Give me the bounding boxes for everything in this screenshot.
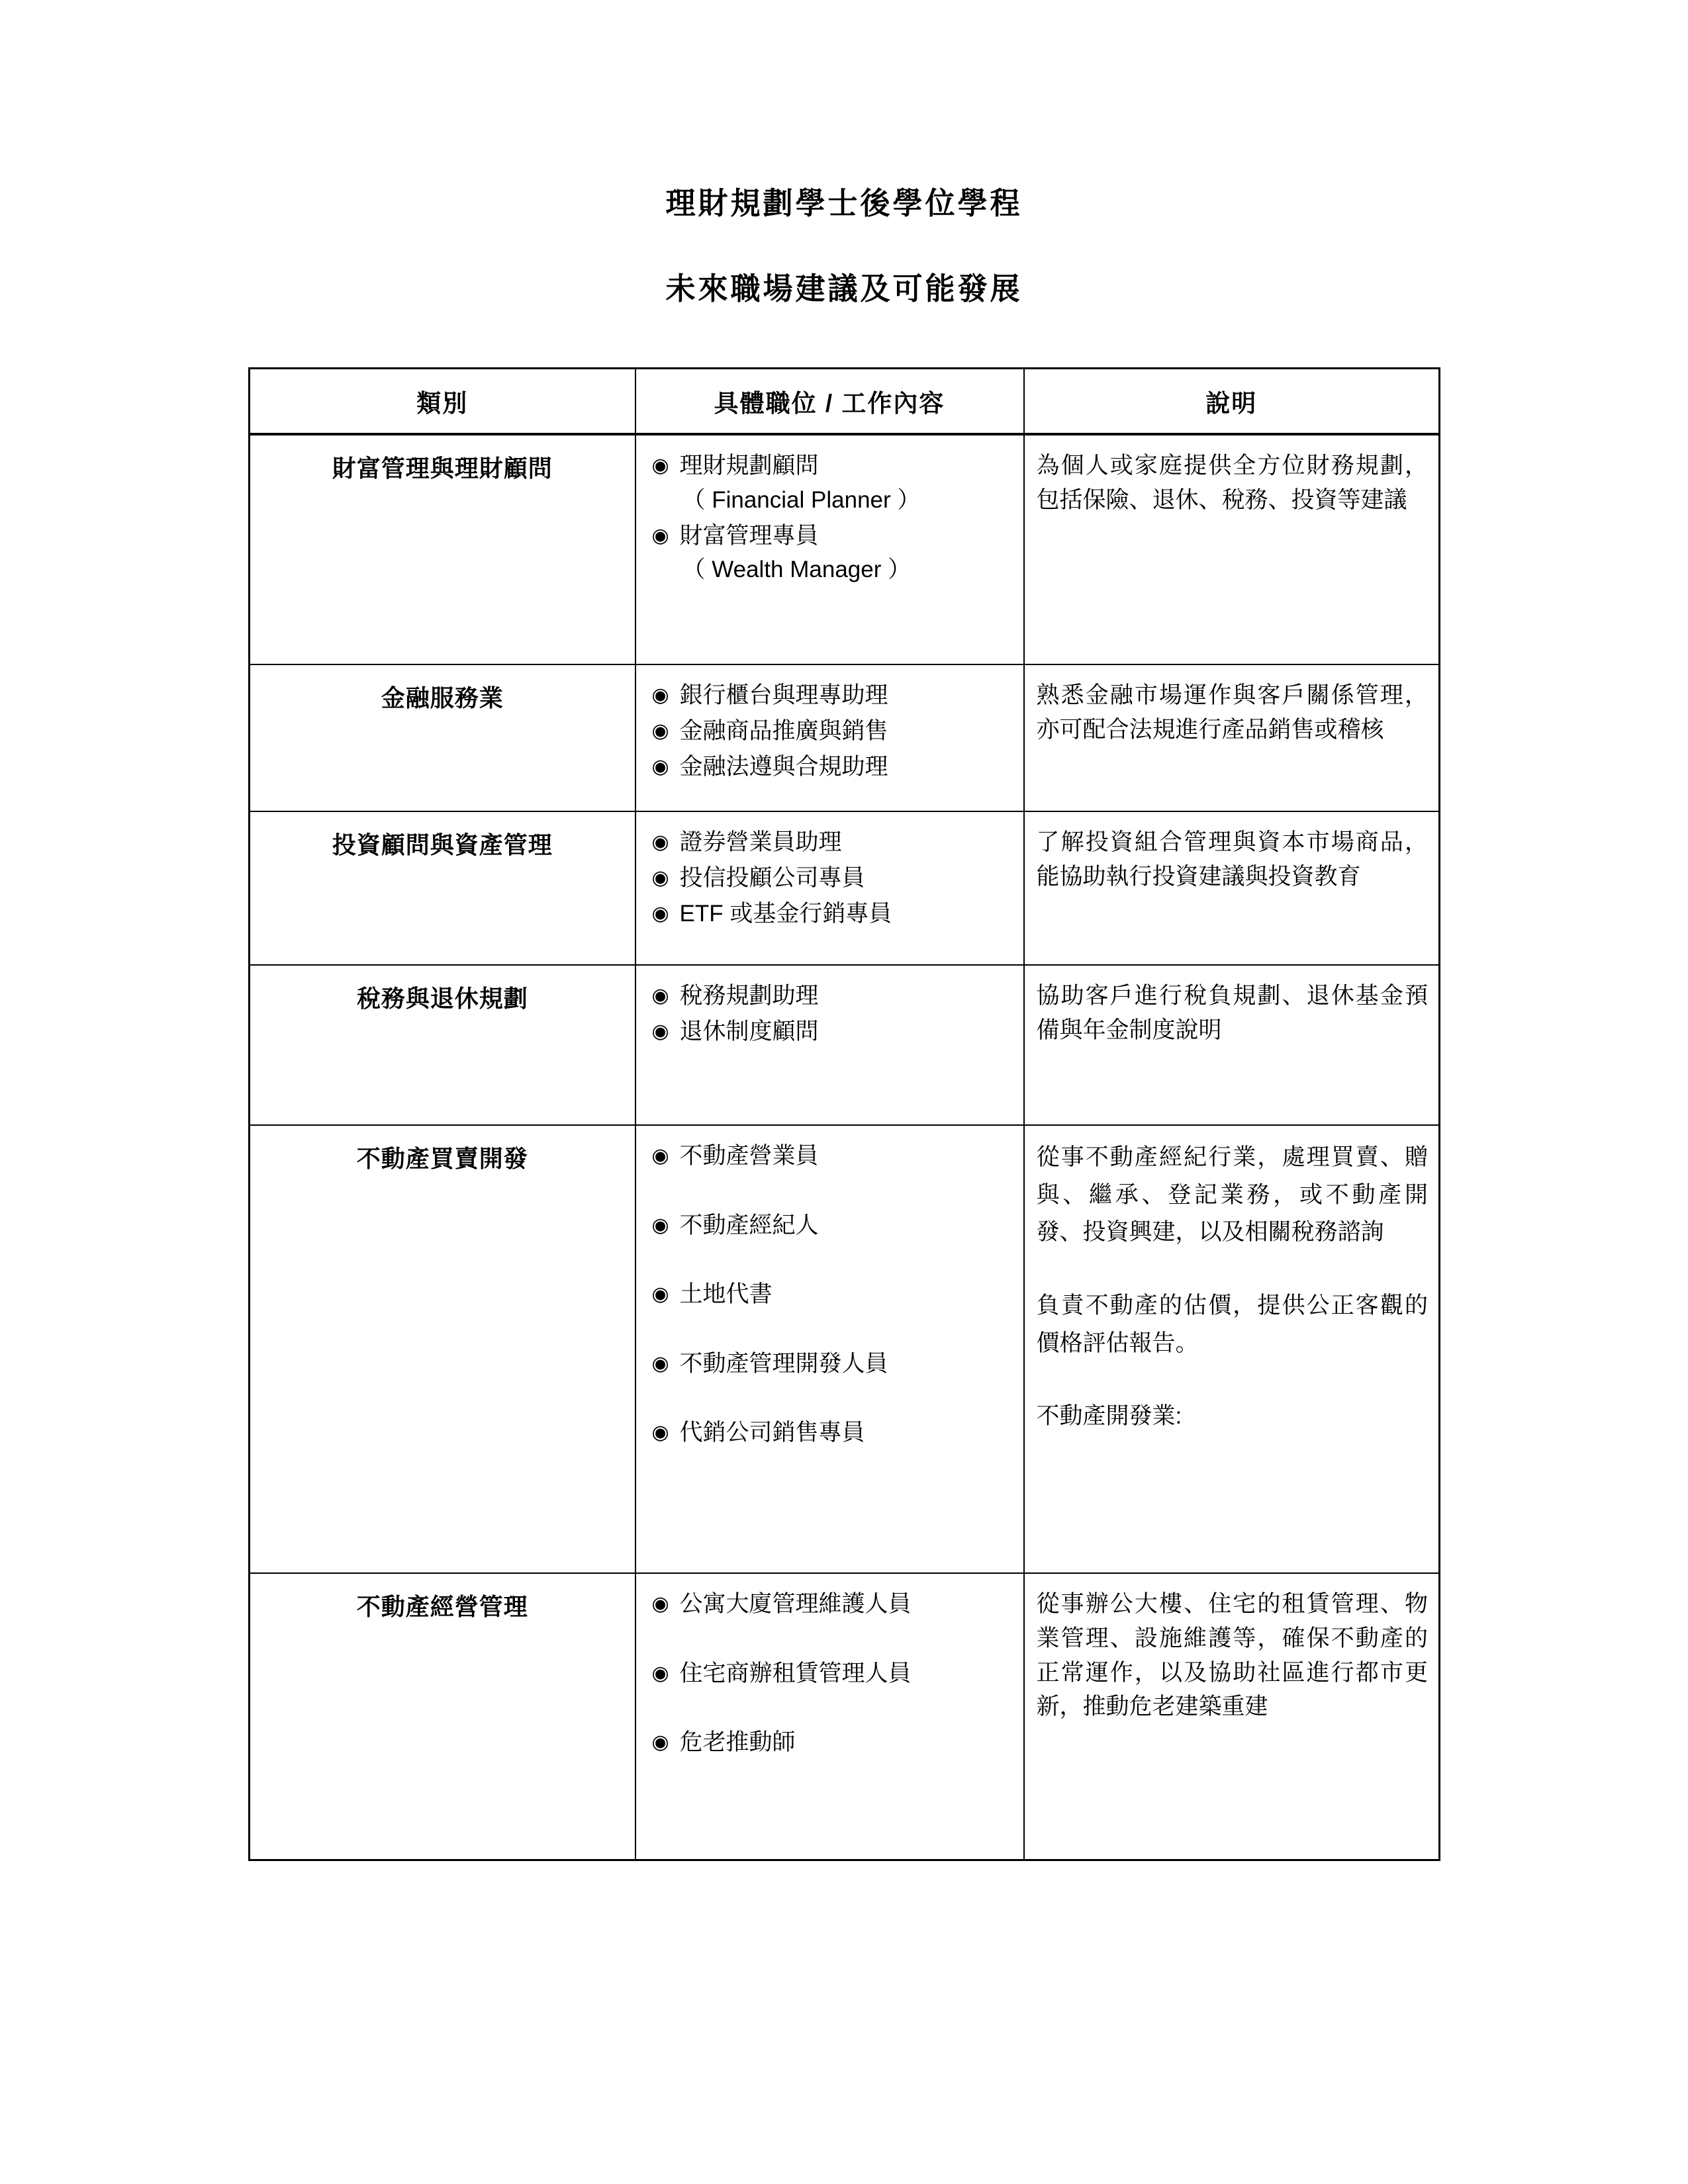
position-name: 住宅商辦租賃管理人員: [679, 1660, 912, 1686]
page-subtitle: 未來職場建議及可能發展: [665, 272, 1023, 306]
description-paragraph: 了解投資組合管理與資本市場商品，能協助執行投資建議與投資教育: [1036, 829, 1428, 889]
positions-list: [652, 449, 1014, 587]
column-header-category: [250, 369, 635, 435]
fisheye-bullet-icon: ◉: [651, 1214, 669, 1236]
position-name: 代銷公司銷售專員: [679, 1420, 865, 1445]
positions-list: [652, 979, 1014, 1049]
description-block: [1025, 812, 1439, 906]
positions-list-wrap: [636, 966, 1023, 1062]
list-item: [652, 1587, 1014, 1622]
cell-description: [1024, 434, 1440, 664]
cell-positions: [635, 965, 1024, 1125]
column-header-positions: [635, 369, 1024, 435]
list-item: [652, 1015, 1014, 1049]
position-name: 危老推動師: [679, 1729, 796, 1755]
positions-list-wrap: [636, 1126, 1023, 1463]
table-row: [250, 811, 1440, 965]
fisheye-bullet-icon: ◉: [651, 1283, 669, 1305]
fisheye-bullet-icon: ◉: [651, 455, 669, 477]
cell-positions: [635, 434, 1024, 664]
list-item: [652, 861, 1014, 895]
positions-list-wrap: [636, 435, 1023, 600]
position-name: 退休制度顧問: [679, 1018, 819, 1044]
cell-category: [250, 965, 635, 1125]
list-item: [652, 825, 1014, 860]
cell-description: [1024, 1125, 1440, 1573]
cell-category: [250, 664, 635, 811]
position-name: 不動產經紀人: [679, 1212, 819, 1238]
positions-list-wrap: [636, 1574, 1023, 1772]
position-name: 財富管理專員: [679, 522, 819, 549]
description-paragraph: 從事不動產經紀行業，處理買賣、贈與、繼承、登記業務，或不動產開發、投資興建，以及相關稅務諮詢: [1036, 1144, 1428, 1246]
category-label: 財富管理與理財顧問: [332, 455, 553, 482]
fisheye-bullet-icon: ◉: [651, 1145, 669, 1167]
description-paragraph: 從事辦公大樓、住宅的租賃管理、物業管理、設施維護等，確保不動產的正常運作，以及協助社區進行都市更新，推動危老建築重建: [1036, 1591, 1428, 1720]
list-item: [652, 449, 1014, 518]
description-paragraph: 熟悉金融市場運作與客戶關係管理，亦可配合法規進行產品銷售或稽核: [1036, 682, 1428, 743]
list-item: [652, 678, 1014, 713]
list-item: [652, 1208, 1014, 1244]
cell-category: [250, 811, 635, 965]
category-label: 金融服務業: [381, 684, 504, 711]
table-header-row: [250, 369, 1440, 435]
positions-list-wrap: [636, 665, 1023, 797]
fisheye-bullet-icon: ◉: [651, 902, 669, 925]
position-name: 理財規劃顧問: [679, 453, 819, 478]
cell-category: [250, 1125, 635, 1573]
positions-list: [652, 1587, 1014, 1760]
description-block: [1025, 1574, 1439, 1736]
fisheye-bullet-icon: ◉: [651, 985, 669, 1007]
positions-list: [652, 1139, 1014, 1451]
position-name: 不動產營業員: [679, 1143, 819, 1169]
cell-positions: [635, 1573, 1024, 1860]
fisheye-bullet-icon: ◉: [651, 1662, 669, 1684]
fisheye-bullet-icon: ◉: [651, 1593, 669, 1615]
list-item: [652, 897, 1014, 931]
positions-list: [652, 678, 1014, 784]
list-item: [652, 750, 1014, 784]
category-label: 不動產買賣開發: [356, 1145, 528, 1172]
column-header-description: [1024, 369, 1440, 435]
description-block: [1025, 665, 1439, 759]
fisheye-bullet-icon: ◉: [651, 719, 669, 742]
fisheye-bullet-icon: ◉: [651, 831, 669, 853]
position-name: ETF 或基金行銷專員: [679, 900, 892, 927]
table-row: [250, 434, 1440, 664]
table-row: [250, 664, 1440, 811]
description-block: [1025, 1126, 1439, 1447]
list-item: [652, 1657, 1014, 1692]
position-name: 銀行櫃台與理專助理: [679, 682, 888, 708]
description-paragraph: 協助客戶進行稅負規劃、退休基金預備與年金制度說明: [1036, 983, 1428, 1043]
list-item: [652, 979, 1014, 1013]
category-label: 不動產經營管理: [356, 1593, 528, 1620]
position-name: 土地代書: [679, 1281, 773, 1307]
list-item: [652, 1725, 1014, 1760]
position-name: 投信投顧公司專員: [679, 864, 865, 891]
cell-category: [250, 434, 635, 664]
fisheye-bullet-icon: ◉: [651, 1731, 669, 1753]
positions-list: [652, 825, 1014, 931]
document-header: [0, 185, 1688, 307]
position-name: 金融法遵與合規助理: [679, 753, 888, 780]
fisheye-bullet-icon: ◉: [651, 1020, 669, 1042]
position-name: 金融商品推廣與銷售: [679, 717, 888, 744]
cell-positions: [635, 1125, 1024, 1573]
list-item: [652, 1416, 1014, 1451]
fisheye-bullet-icon: ◉: [651, 1352, 669, 1375]
fisheye-bullet-icon: ◉: [651, 1422, 669, 1443]
cell-description: [1024, 811, 1440, 965]
list-item: [652, 1347, 1014, 1382]
position-name: 公寓大廈管理維護人員: [679, 1591, 912, 1617]
position-english-name: （ Wealth Manager ）: [682, 557, 912, 583]
fisheye-bullet-icon: ◉: [651, 866, 669, 889]
description-block: [1025, 435, 1439, 529]
column-header-description-label: 說明: [1205, 390, 1258, 417]
table-row: [250, 965, 1440, 1125]
cell-category: [250, 1573, 635, 1860]
position-name: 證券營業員助理: [679, 829, 842, 855]
cell-description: [1024, 664, 1440, 811]
description-paragraph: 不動產開發業:: [1036, 1403, 1182, 1430]
position-name: 不動產管理開發人員: [679, 1350, 888, 1377]
description-paragraph: 為個人或家庭提供全方位財務規劃，包括保險、退休、稅務、投資等建議: [1036, 453, 1428, 513]
table-row: [250, 1125, 1440, 1573]
career-table: [248, 367, 1440, 1861]
page-title: 理財規劃學士後學位學程: [665, 187, 1023, 220]
column-header-positions-label: 具體職位 / 工作內容: [714, 390, 945, 417]
description-paragraph: 負責不動產的估價，提供公正客觀的價格評估報告。: [1036, 1293, 1428, 1356]
list-item: [652, 519, 1014, 588]
cell-positions: [635, 811, 1024, 965]
career-table-container: [248, 367, 1438, 1861]
fisheye-bullet-icon: ◉: [651, 755, 669, 778]
positions-list-wrap: [636, 812, 1023, 944]
cell-description: [1024, 1573, 1440, 1860]
position-name: 稅務規劃助理: [679, 983, 819, 1009]
table-row: [250, 1573, 1440, 1860]
list-item: [652, 1139, 1014, 1174]
list-item: [652, 1277, 1014, 1312]
category-label: 投資顧問與資產管理: [332, 831, 553, 858]
fisheye-bullet-icon: ◉: [651, 524, 669, 547]
cell-description: [1024, 965, 1440, 1125]
list-item: [652, 714, 1014, 749]
fisheye-bullet-icon: ◉: [651, 684, 669, 706]
cell-positions: [635, 664, 1024, 811]
description-block: [1025, 966, 1439, 1060]
category-label: 稅務與退休規劃: [356, 985, 528, 1012]
position-english-name: （ Financial Planner ）: [682, 486, 921, 513]
column-header-category-label: 類別: [416, 390, 469, 417]
